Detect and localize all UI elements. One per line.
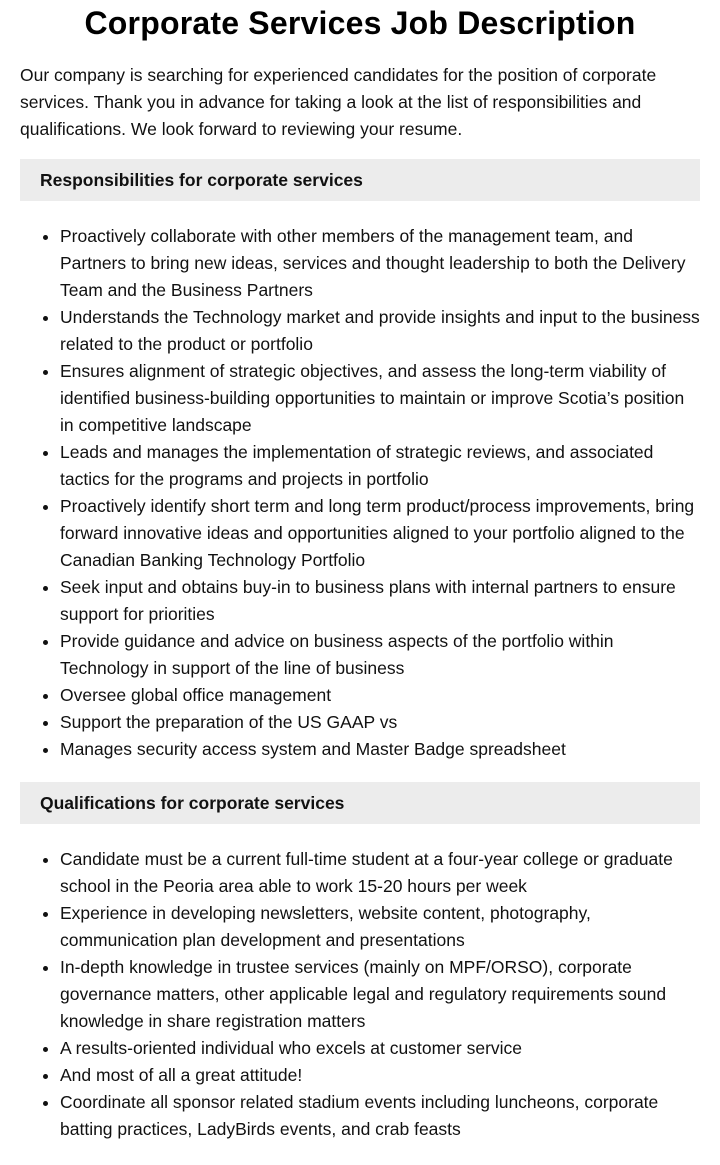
list-item: • Leads and manages the implementation of strategic reviews, and associated tactics for the programs and projects in portfolio [60,439,700,493]
list-item: • And most of all a great attitude! [60,1062,700,1089]
list-item: • A results-oriented individual who excels at customer service [60,1035,700,1062]
list-item: • Understands the Technology market and provide insights and input to the business related to the product or portfolio [60,304,700,358]
list-item: • In-depth knowledge in trustee services (mainly on MPF/ORSO), corporate governance matters, other applicable legal and regulatory requirements sound knowledge in share registration matters [60,954,700,1035]
list-item: • Manages security access system and Master Badge spreadsheet [60,736,700,763]
list-item: • Oversee global office management [60,682,700,709]
list-item: • Coordinate all sponsor related stadium events including luncheons, corporate batting practices, LadyBirds events, and crab feasts [60,1089,700,1143]
list-item: • Candidate must be a current full-time student at a four-year college or graduate school in the Peoria area able to work 15-20 hours per week [60,846,700,900]
list-item: • Experience in developing newsletters, website content, photography, communication plan development and presentations [60,900,700,954]
list-item: • Provide guidance and advice on business aspects of the portfolio within Technology in support of the line of business [60,628,700,682]
list-item: • Seek input and obtains buy-in to business plans with internal partners to ensure support for priorities [60,574,700,628]
qualifications-heading: Qualifications for corporate services [20,782,700,824]
responsibilities-heading: Responsibilities for corporate services [20,159,700,201]
list-item: • Proactively collaborate with other members of the management team, and Partners to bring new ideas, services and thought leadership to both the Delivery Team and the Business Partners [60,223,700,304]
page-title: Corporate Services Job Description [84,5,636,41]
responsibilities-list [20,223,700,763]
list-item: • Proactively identify short term and long term product/process improvements, bring forward innovative ideas and opportunities aligned to your portfolio aligned to the Canadian Banking Technology Portfolio [60,493,700,574]
intro-paragraph: Our company is searching for experienced candidates for the position of corporate services. Thank you in advance for taking a look at the list of responsibilities and qualifications. We look forward to reviewing your resume. [20,65,657,139]
list-item: • Ensures alignment of strategic objectives, and assess the long-term viability of identified business-building opportunities to maintain or improve Scotia’s position in competitive landscape [60,358,700,439]
list-item: • Support the preparation of the US GAAP vs [60,709,700,736]
qualifications-list [20,846,700,1143]
